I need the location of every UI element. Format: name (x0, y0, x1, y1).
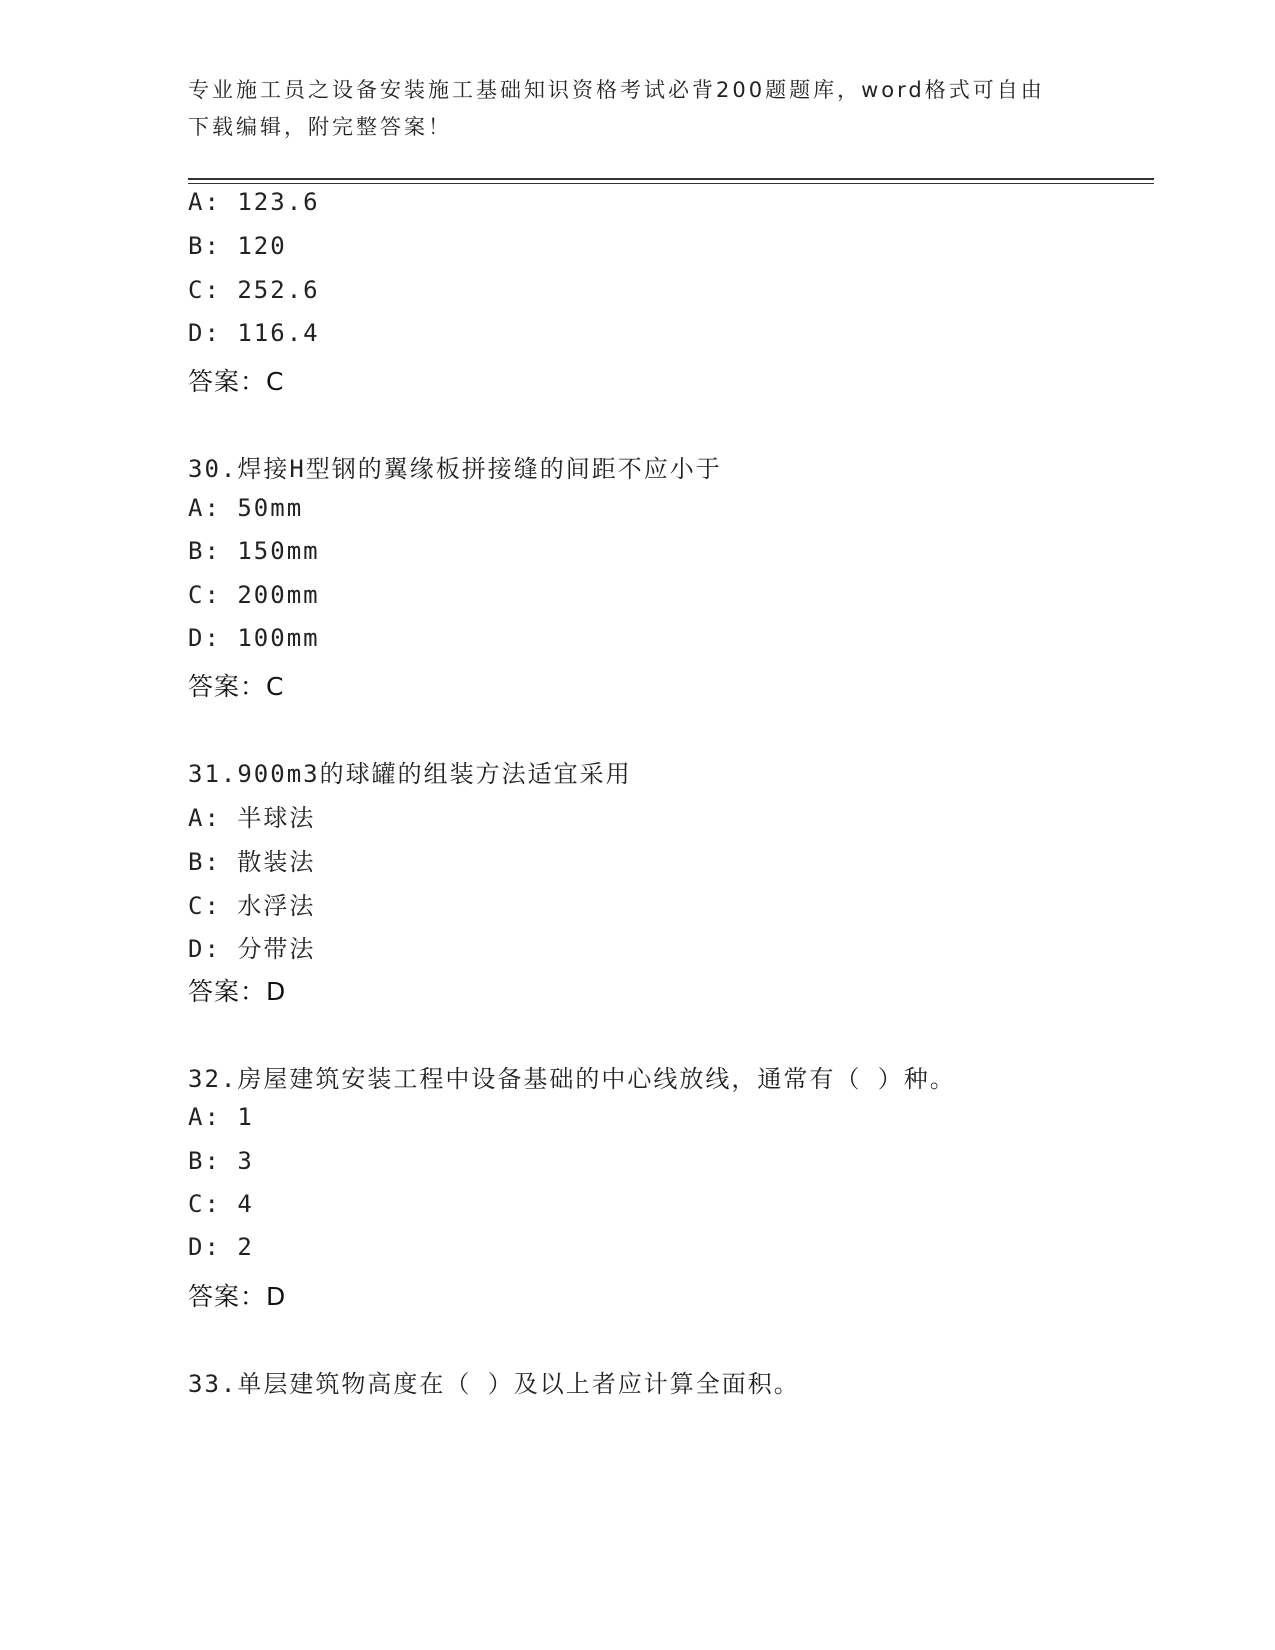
option-c: C: 200mm (188, 581, 320, 609)
answer-line: 答案：D (188, 1282, 287, 1311)
header-divider-thin (188, 183, 1154, 184)
header-divider-thick (188, 178, 1154, 180)
option-b: B: 150mm (188, 537, 320, 565)
header-line-2: 下载编辑，附完整答案！ (188, 115, 452, 139)
question-stem: 31.900m3的球罐的组装方法适宜采用 (188, 760, 632, 788)
answer-line: 答案：C (188, 672, 285, 701)
header-line-1: 专业施工员之设备安装施工基础知识资格考试必背200题题库，word格式可自由 (188, 78, 1045, 102)
option-b: B: 120 (188, 232, 287, 260)
question-stem: 30.焊接H型钢的翼缘板拼接缝的间距不应小于 (188, 455, 722, 483)
question-stem: 32.房屋建筑安装工程中设备基础的中心线放线，通常有（ ）种。 (188, 1065, 956, 1093)
option-c: C: 水浮法 (188, 892, 316, 920)
option-a: A: 1 (188, 1103, 254, 1131)
option-a: A: 半球法 (188, 804, 316, 832)
option-d: D: 2 (188, 1233, 254, 1261)
option-a: A: 50mm (188, 494, 304, 522)
option-d: D: 分带法 (188, 935, 316, 963)
option-c: C: 252.6 (188, 276, 320, 304)
document-header (188, 72, 1088, 146)
answer-line: 答案：C (188, 367, 285, 396)
option-b: B: 3 (188, 1147, 254, 1175)
option-c: C: 4 (188, 1190, 254, 1218)
option-a: A: 123.6 (188, 188, 320, 216)
option-d: D: 100mm (188, 624, 320, 652)
question-stem: 33.单层建筑物高度在（ ）及以上者应计算全面积。 (188, 1370, 800, 1398)
option-b: B: 散装法 (188, 848, 316, 876)
answer-line: 答案：D (188, 977, 287, 1006)
option-d: D: 116.4 (188, 319, 320, 347)
